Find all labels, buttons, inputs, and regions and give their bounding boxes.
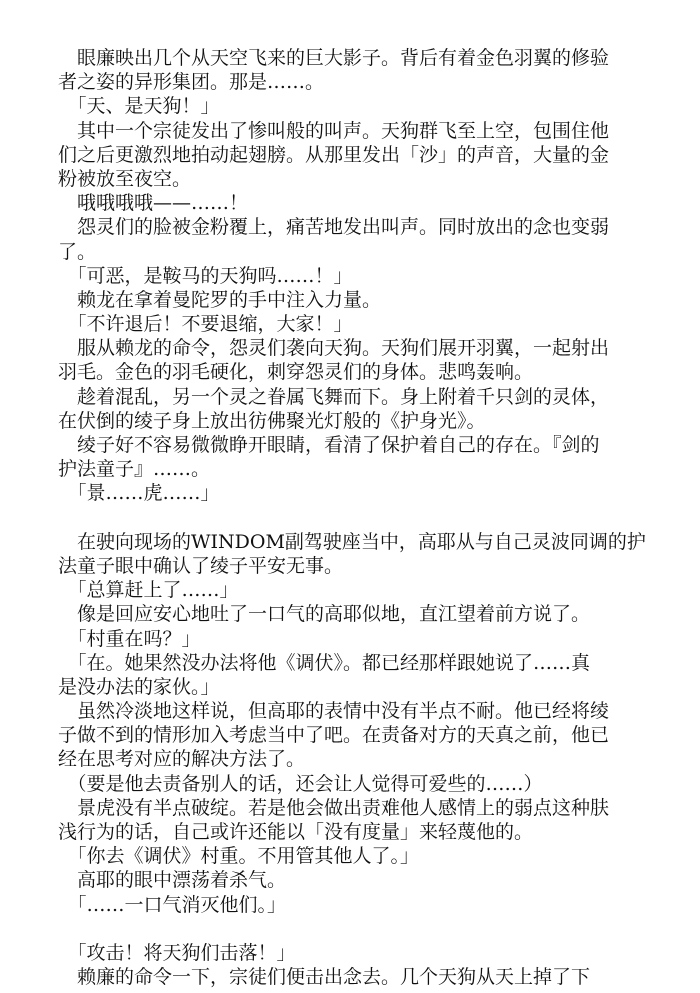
text-line: 护法童子』……。: [58, 458, 211, 481]
text-line: 是没办法的家伙。」: [58, 675, 220, 698]
text-line: 绫子好不容易微微睁开眼睛，看清了保护着自己的存在。『剑的: [58, 434, 600, 456]
text-line: 「村重在吗？」: [58, 627, 201, 650]
text-line: 羽毛。金色的羽毛硬化，刺穿怨灵们的身体。悲鸣轰响。: [58, 361, 534, 384]
text-line: 「……一口气消灭他们。」: [58, 893, 287, 916]
text-line: 「你去《调伏》村重。不用管其他人了。」: [58, 845, 420, 868]
text-line: 法童子眼中确认了绫子平安无事。: [58, 554, 344, 577]
text-line: 「在。她果然没办法将他《调伏》。都已经那样跟她说了……真: [58, 651, 591, 674]
text-line: 们之后更激烈地拍动起翅膀。从那里发出「沙」的声音，大量的金: [58, 143, 610, 166]
text-line: 浅行为的话，自己或许还能以「没有度量」来轻蔑他的。: [58, 821, 534, 843]
text-line: 在伏倒的绫子身上放出彷佛聚光灯般的《护身光》。: [58, 409, 486, 432]
text-line: 「天、是天狗！」: [58, 95, 220, 118]
text-line: 了。: [58, 240, 97, 263]
text-line: [58, 506, 638, 530]
text-line: 「可恶，是鞍马的天狗吗……！」: [58, 264, 353, 287]
text-line: 「攻击！将天狗们击落！」: [58, 941, 296, 964]
text-line: 赖廉的命令一下，宗徒们便击出念去。几个天狗从天上掉了下: [58, 966, 591, 989]
text-line: （要是他去责备别人的话，还会让人觉得可爱些的……）: [58, 772, 543, 795]
text-line: 者之姿的异形集团。那是……。: [58, 71, 325, 94]
text-line: 服从赖龙的命令，怨灵们袭向天狗。天狗们展开羽翼，一起射出: [58, 337, 610, 360]
text-line: 「总算赶上了……」: [58, 579, 239, 602]
text-line: 怨灵们的脸被金粉覆上，痛苦地发出叫声。同时放出的念也变弱: [58, 216, 610, 239]
text-line: 「景……虎……」: [58, 482, 220, 505]
text-line: 眼廉映出几个从天空飞来的巨大影子。背后有着金色羽翼的修验: [58, 47, 610, 69]
text-line: 虽然冷淡地这样说，但高耶的表情中没有半点不耐。他已经将绫: [58, 700, 610, 723]
text-line: 在驶向现场的WINDOM副驾驶座当中，高耶从与自己灵波同调的护: [58, 530, 646, 553]
text-line: 「不许退后！不要退缩，大家！」: [58, 313, 353, 336]
text-line: 像是回应安心地吐了一口气的高耶似地，直江望着前方说了。: [58, 603, 591, 626]
text-line: 其中一个宗徒发出了惨叫般的叫声。天狗群飞至上空，包围住他: [58, 119, 610, 142]
body-text: [58, 46, 646, 989]
text-line: 趁着混乱，另一个灵之眷属飞舞而下。身上附着千只剑的灵体，: [58, 385, 610, 408]
text-line: 赖龙在拿着曼陀罗的手中注入力量。: [58, 288, 382, 311]
text-line: 子做不到的情形加入考虑当中了吧。在责备对方的天真之前，他已: [58, 724, 610, 747]
text-line: 粉被放至夜空。: [58, 167, 192, 190]
text-line: 高耶的眼中漂荡着杀气。: [58, 869, 287, 892]
text-line: 景虎没有半点破绽。若是他会做出责难他人感情上的弱点这种肤: [58, 796, 610, 819]
text-line: 哦哦哦哦——……！: [58, 192, 249, 215]
text-line: 经在思考对应的解决方法了。: [58, 748, 306, 771]
text-line: [58, 917, 638, 941]
